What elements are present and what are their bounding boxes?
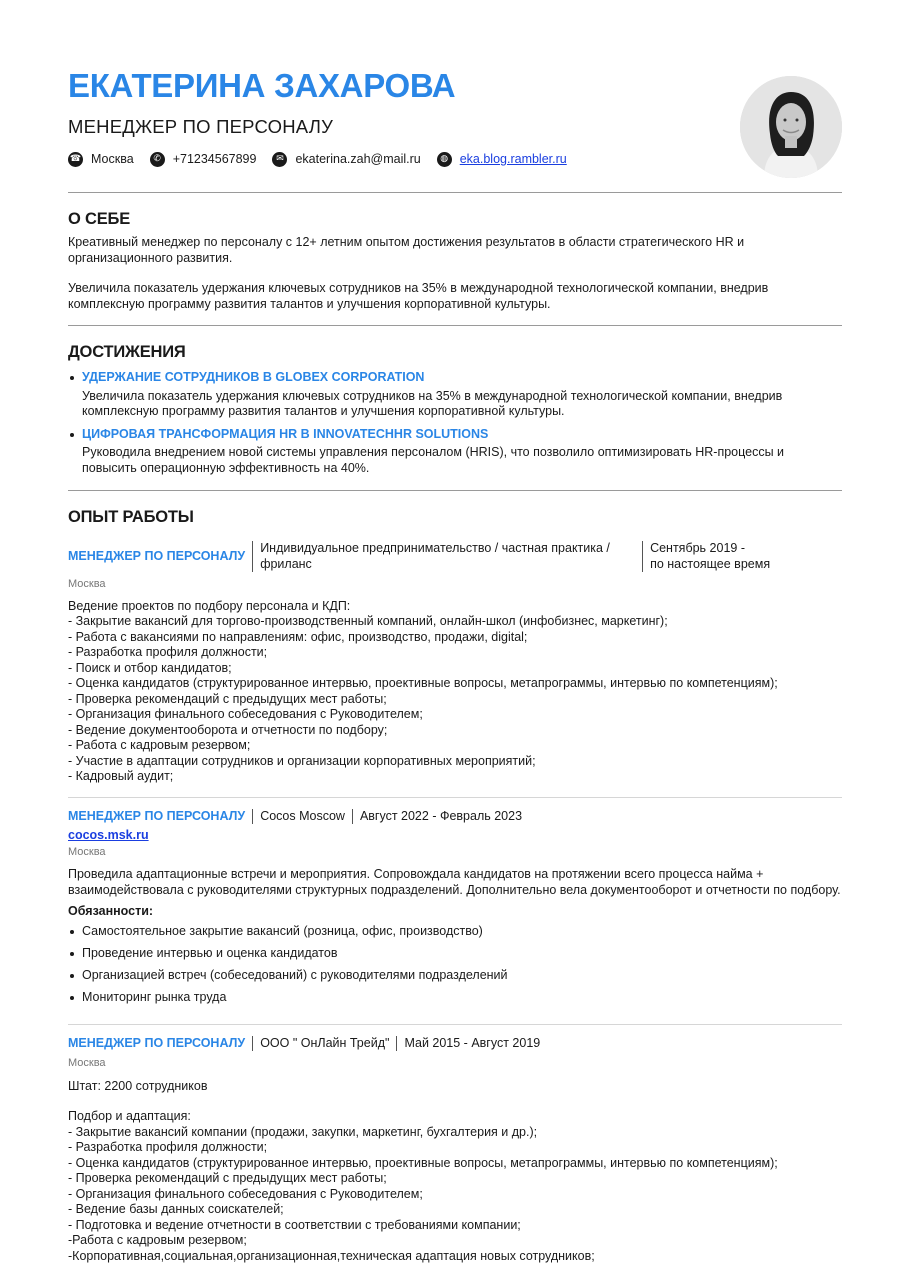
contact-city-text: Москва xyxy=(91,152,134,166)
job-date-line: Сентябрь 2019 - xyxy=(650,541,745,555)
job-line: - Ведение документооборота и отчетности по подбору; xyxy=(68,722,388,737)
duty-item: Проведение интервью и оценка кандидатов xyxy=(68,946,842,962)
job-line: взаимодействовала с руководителями структурных подразделений. Дополнительно вела документооборот и отчетности по подбору. xyxy=(68,882,841,897)
job-line: Проведила адаптационные встречи и мероприятия. Сопровождала кандидатов на протяжении всего процесса найма + xyxy=(68,867,764,881)
achievement-item xyxy=(68,427,842,477)
duty-item: Мониторинг рынка труда xyxy=(68,990,842,1006)
job-line: Подбор и адаптация: xyxy=(68,1109,191,1124)
job-header xyxy=(68,541,842,572)
job-line: - Подготовка и ведение отчетности в соответствии с требованиями компании; xyxy=(68,1217,521,1232)
contacts-row xyxy=(68,152,842,168)
job-line: - Закрытие вакансий компании (продажи, закупки, маркетинг, бухгалтерия и др.); xyxy=(68,1124,538,1139)
resume-header xyxy=(68,66,842,192)
job-line: - Оценка кандидатов (структурированное интервью, проективные вопросы, метапрограммы, интервью по компетенциям); xyxy=(68,1155,778,1170)
job-title: МЕНЕДЖЕР ПО ПЕРСОНАЛУ xyxy=(68,1035,246,1050)
job-header xyxy=(68,1036,842,1052)
job-date: Май 2015 - Август 2019 xyxy=(396,1036,547,1052)
job-date xyxy=(642,541,842,572)
about-title: О СЕБЕ xyxy=(68,210,131,228)
job-date-line: по настоящее время xyxy=(650,556,771,571)
job-company xyxy=(252,541,642,572)
job-entry xyxy=(68,1036,842,1277)
contact-email-text: ekaterina.zah@mail.ru xyxy=(295,152,421,166)
experience-section xyxy=(68,491,842,1276)
job-company: Cocos Moscow xyxy=(252,809,352,825)
job-line: - Организация финального собеседования с Руководителем; xyxy=(68,707,423,721)
job-line: - Проверка рекомендаций с предыдущих мест работы; xyxy=(68,1171,387,1186)
job-header xyxy=(68,809,842,825)
job-line: - Организация финального собеседования с Руководителем; xyxy=(68,1186,423,1201)
achievements-section xyxy=(68,326,842,490)
about-paragraph-1: Креативный менеджер по персоналу с 12+ летним опытом достижения результатов в области стратегического HR и организационного развития. xyxy=(68,235,745,265)
job-line: - Закрытие вакансий для торгово-производственный компаний, онлайн-школ (инфобизнес, маркетинг); xyxy=(68,614,668,628)
job-divider xyxy=(68,1024,842,1025)
job-line: - Работа с кадровым резервом; xyxy=(68,738,251,752)
globe-icon: ◍ xyxy=(437,152,452,167)
job-staff: Штат: 2200 сотрудников xyxy=(68,1078,208,1093)
contact-site-link[interactable]: eka.blog.rambler.ru xyxy=(459,152,567,166)
job-city: Москва xyxy=(68,578,106,590)
job-entry xyxy=(68,809,842,1024)
contact-site xyxy=(437,152,567,168)
job-description xyxy=(68,867,842,898)
job-line: - Работа с вакансиями по направлениям: офис, производство, продажи, digital; xyxy=(68,629,528,644)
job-line: - Проверка рекомендаций с предыдущих мест работы; xyxy=(68,691,387,706)
job-line: - Разработка профиля должности; xyxy=(68,1140,268,1155)
job-company-line: Индивидуальное предпринимательство / частная практика / xyxy=(260,541,610,555)
phone-icon: ☎ xyxy=(68,152,83,167)
achievement-title: УДЕРЖАНИЕ СОТРУДНИКОВ В GLOBEX CORPORATION xyxy=(82,370,425,384)
about-paragraph-2: Увеличила показатель удержания ключевых сотрудников на 35% в международной технологической компании, внедрив комплексную программу развития талантов и улучшения корпоративной культуры. xyxy=(68,281,769,311)
achievement-item xyxy=(68,370,842,420)
job-line: -Корпоративная,социальная,организационная,техническая адаптация новых сотрудников; xyxy=(68,1248,595,1263)
job-company: ООО " ОнЛайн Трейд" xyxy=(252,1036,396,1052)
duties-list xyxy=(68,924,842,1006)
achievements-title: ДОСТИЖЕНИЯ xyxy=(68,343,186,361)
envelope-icon: ✉ xyxy=(272,152,287,167)
contact-phone xyxy=(150,152,257,168)
candidate-position: МЕНЕДЖЕР ПО ПЕРСОНАЛУ xyxy=(68,116,334,137)
job-line: - Поиск и отбор кандидатов; xyxy=(68,660,232,675)
job-description xyxy=(68,599,842,785)
company-link[interactable]: cocos.msk.ru xyxy=(68,828,149,842)
avatar xyxy=(740,76,842,178)
job-line: - Ведение базы данных соискателей; xyxy=(68,1202,284,1217)
experience-title: ОПЫТ РАБОТЫ xyxy=(68,508,194,526)
job-description xyxy=(68,1109,842,1264)
contact-phone-text: +71234567899 xyxy=(172,152,257,166)
duty-item: Самостоятельное закрытие вакансий (розница, офис, производство) xyxy=(68,924,842,940)
job-date: Август 2022 - Февраль 2023 xyxy=(352,809,529,825)
job-line: -Работа с кадровым резервом; xyxy=(68,1233,247,1248)
achievements-list xyxy=(68,370,842,476)
achievement-text: Увеличила показатель удержания ключевых сотрудников на 35% в международной технологической компании, внедрив комплексную программу развития талантов и улучшения корпоративной культуры. xyxy=(82,388,783,418)
contact-city xyxy=(68,152,134,168)
contact-email xyxy=(272,152,420,168)
job-divider xyxy=(68,797,842,798)
job-line: - Кадровый аудит; xyxy=(68,769,174,783)
achievement-title: ЦИФРОВАЯ ТРАНСФОРМАЦИЯ HR В INNOVATECHHR SOLUTIONS xyxy=(82,426,489,441)
candidate-name: ЕКАТЕРИНА ЗАХАРОВА xyxy=(68,67,456,104)
mobile-icon: ✆ xyxy=(150,152,165,167)
job-title: МЕНЕДЖЕР ПО ПЕРСОНАЛУ xyxy=(68,549,246,563)
job-line: - Оценка кандидатов (структурированное интервью, проективные вопросы, метапрограммы, интервью по компетенциям); xyxy=(68,676,778,690)
job-line: Ведение проектов по подбору персонала и КДП: xyxy=(68,598,351,613)
job-city: Москва xyxy=(68,845,106,858)
achievement-text: Руководила внедрением новой системы управления персоналом (HRIS), что позволило оптимизировать HR-процессы и повысить операционную эффективность на 40%. xyxy=(82,445,785,475)
job-line: - Разработка профиля должности; xyxy=(68,645,268,659)
duty-item: Организацией встреч (собеседований) с руководителями подразделений xyxy=(68,968,842,984)
avatar-photo-icon xyxy=(740,76,842,178)
about-section xyxy=(68,193,842,312)
job-company-line: фриланс xyxy=(260,556,312,571)
job-entry xyxy=(68,541,842,797)
duties-title: Обязанности: xyxy=(68,904,154,918)
job-line: - Участие в адаптации сотрудников и организации корпоративных мероприятий; xyxy=(68,753,536,768)
job-city: Москва xyxy=(68,1057,106,1070)
job-title: МЕНЕДЖЕР ПО ПЕРСОНАЛУ xyxy=(68,808,246,823)
